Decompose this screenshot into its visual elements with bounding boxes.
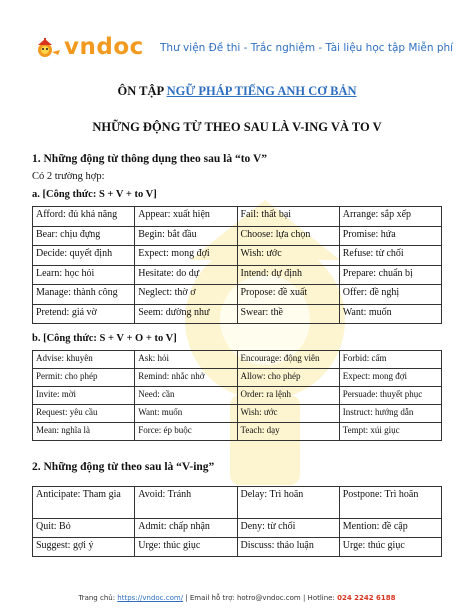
table-cell: Ask: hỏi: [135, 351, 237, 369]
table-cell: Order: ra lệnh: [237, 387, 339, 405]
table-row: [33, 369, 442, 387]
table-cell: Discuss: thảo luận: [237, 538, 339, 557]
table-cell: Wish: ước: [237, 246, 339, 266]
vndoc-logo[interactable]: [34, 36, 144, 59]
table-cell: Afford: đủ khả năng: [33, 207, 135, 227]
table-cell: Mention: đề cập: [339, 519, 441, 538]
table-row: [33, 226, 442, 246]
table-cell: Instruct: hướng dẫn: [339, 405, 441, 423]
table-cell: Arrange: sắp xếp: [339, 207, 441, 227]
table-row: [33, 519, 442, 538]
table-cell: Urge: thúc giục: [135, 538, 237, 557]
grammar-link[interactable]: NGỮ PHÁP TIẾNG ANH CƠ BẢN: [166, 84, 357, 98]
table-cell: Admit: chấp nhận: [135, 519, 237, 538]
table-cell: Tempt: xúi giục: [339, 423, 441, 441]
table-row: [33, 265, 442, 285]
table-cell: Neglect: thờ ơ: [135, 285, 237, 305]
table-cell: Hesitate: do dự: [135, 265, 237, 285]
table-cell: Fail: thất bại: [237, 207, 339, 227]
table-cell: Appear: xuất hiện: [135, 207, 237, 227]
table-cell: Encourage: động viên: [237, 351, 339, 369]
table-cell: Prepare: chuẩn bị: [339, 265, 441, 285]
table-cell: Teach: dạy: [237, 423, 339, 441]
table-cell: Deny: từ chối: [237, 519, 339, 538]
table-cell: Suggest: gợi ý: [33, 538, 135, 557]
footer-home-link[interactable]: https://vndoc.com/: [117, 594, 184, 602]
logo-text: vndoc: [64, 34, 144, 60]
page-subtitle: NHỮNG ĐỘNG TỪ THEO SAU LÀ V-ING VÀ TO V: [92, 120, 382, 134]
table-cell: Postpone: Trì hoãn: [339, 487, 441, 519]
table-cell: Pretend: giả vờ: [33, 304, 135, 324]
table-cell: Remind: nhắc nhở: [135, 369, 237, 387]
table-cell: Propose: đề xuất: [237, 285, 339, 305]
table-row: [33, 487, 442, 519]
table-cell: Swear: thề: [237, 304, 339, 324]
table-cell: Persuade: thuyết phục: [339, 387, 441, 405]
table-cell: Intend: dự định: [237, 265, 339, 285]
page-footer: [0, 594, 474, 602]
table-cell: Avoid: Tránh: [135, 487, 237, 519]
page-title: [0, 84, 474, 99]
page-header: [0, 0, 474, 78]
table-cell: Urge: thúc giục: [339, 538, 441, 557]
table-cell: Offer: đề nghị: [339, 285, 441, 305]
table-row: [33, 423, 442, 441]
table-row: [33, 405, 442, 423]
section1-heading: 1. Những động từ thông dụng theo sau là “to V”: [32, 153, 268, 165]
table-cell: Want: muốn: [135, 405, 237, 423]
footer-home-label: Trang chủ:: [78, 594, 118, 602]
case-a-heading: a. [Công thức: S + V + to V]: [32, 189, 157, 200]
table-cell: Promise: hứa: [339, 226, 441, 246]
table-cell: Forbid: cấm: [339, 351, 441, 369]
footer-hotline: 024 2242 6188: [337, 594, 396, 602]
table-cell: Invite: mời: [33, 387, 135, 405]
table-row: [33, 304, 442, 324]
table-cell: Quit: Bỏ: [33, 519, 135, 538]
table-cell: Learn: học hỏi: [33, 265, 135, 285]
to-v-table-a: [32, 206, 442, 324]
title-prefix: ÔN TẬP: [117, 84, 167, 98]
table-cell: Bear: chịu đựng: [33, 226, 135, 246]
table-row: [33, 285, 442, 305]
table-cell: Begin: bắt đầu: [135, 226, 237, 246]
table-cell: Choose: lựa chọn: [237, 226, 339, 246]
table-cell: Decide: quyết định: [33, 246, 135, 266]
table-row: [33, 351, 442, 369]
table-cell: Want: muốn: [339, 304, 441, 324]
to-v-table-b: [32, 350, 442, 441]
table-cell: Expect: mong đợi: [339, 369, 441, 387]
table-cell: Request: yêu cầu: [33, 405, 135, 423]
table-row: [33, 207, 442, 227]
table-cell: Allow: cho phép: [237, 369, 339, 387]
table-cell: Advise: khuyên: [33, 351, 135, 369]
table-cell: Seem: dường như: [135, 304, 237, 324]
mascot-icon: [34, 37, 62, 59]
header-tagline: Thư viện Đề thi - Trắc nghiệm - Tài liệu học tập Miễn phí: [160, 42, 454, 54]
table-cell: Need: cần: [135, 387, 237, 405]
section1-intro: Có 2 trường hợp:: [32, 171, 105, 182]
section2-heading: 2. Những động từ theo sau là “V-ing”: [32, 461, 215, 473]
table-cell: Wish: ước: [237, 405, 339, 423]
table-row: [33, 246, 442, 266]
table-cell: Anticipate: Tham gia: [33, 487, 135, 519]
table-cell: Expect: mong đợi: [135, 246, 237, 266]
table-cell: Mean: nghĩa là: [33, 423, 135, 441]
table-cell: Permit: cho phép: [33, 369, 135, 387]
v-ing-table: [32, 486, 442, 557]
case-b-heading: b. [Công thức: S + V + O + to V]: [32, 333, 177, 344]
table-cell: Manage: thành công: [33, 285, 135, 305]
footer-email: | Email hỗ trợ: hotro@vndoc.com | Hotline:: [183, 594, 338, 602]
table-row: [33, 538, 442, 557]
table-row: [33, 387, 442, 405]
table-cell: Delay: Trì hoãn: [237, 487, 339, 519]
table-cell: Force: ép buộc: [135, 423, 237, 441]
table-cell: Refuse: từ chối: [339, 246, 441, 266]
